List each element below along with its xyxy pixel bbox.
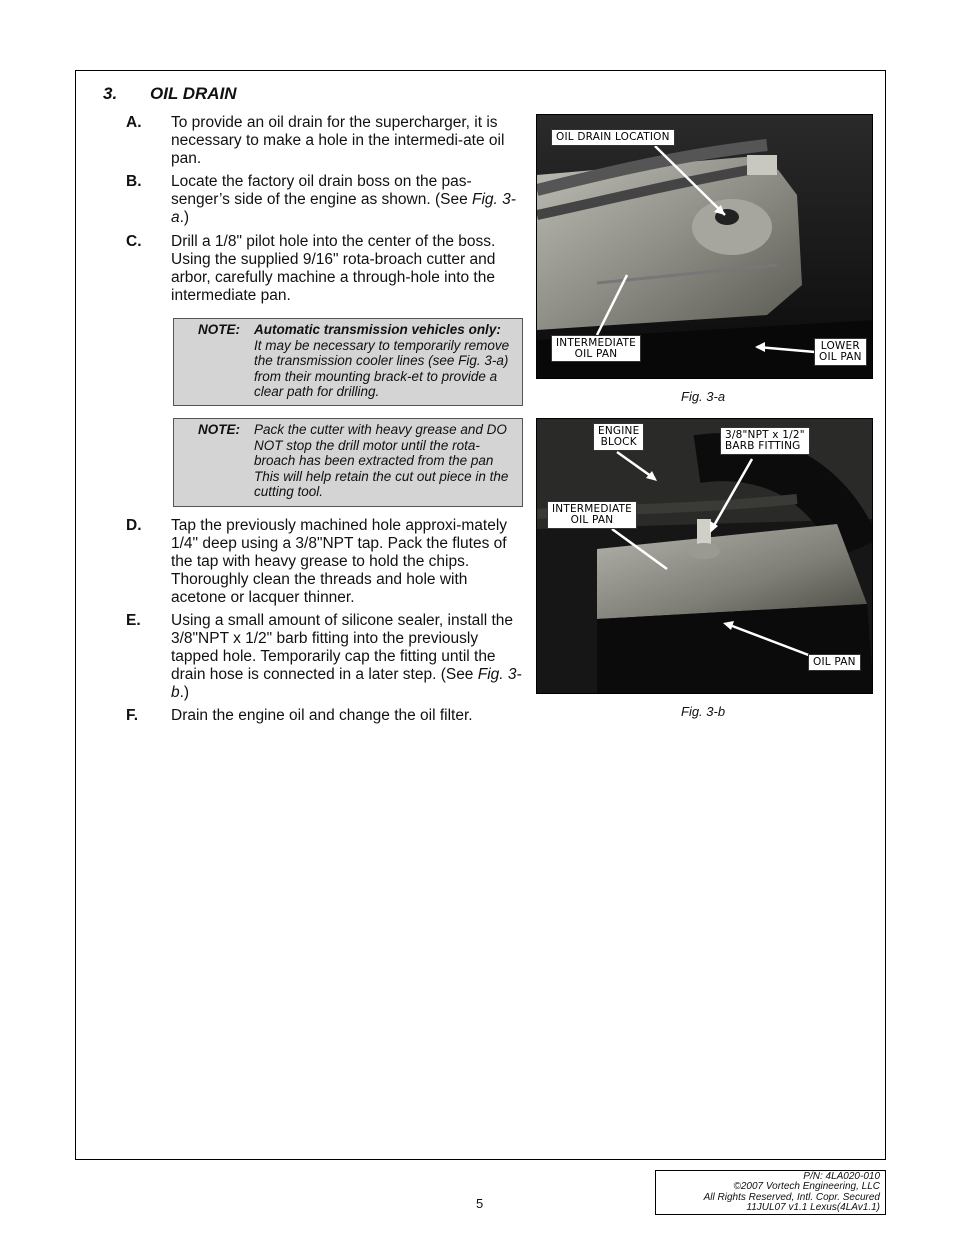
note-text: Pack the cutter with heavy grease and DO NOT stop the drill motor until the rota-broach has been extracted from the pan This will help retain the cut out piece in the cutting tool. [254,422,509,500]
step-b [126,173,526,227]
note-box-transmission [173,318,523,406]
step-c [126,233,526,305]
step-text: Tap the previously machined hole approxi-mately 1/4" deep using a 3/8"NPT tap. Pack the flutes of the tap with heavy grease to hold the chips. Thoroughly clean the threads and hole with acetone or lacquer thinner. [171,517,508,606]
rights-line: All Rights Reserved, Intl. Copr. Secured [703,1191,880,1203]
label-engine-block: ENGINE BLOCK [593,423,644,451]
step-text [171,612,526,702]
step-text: Drill a 1/8" pilot hole into the center of the boss. Using the supplied 9/16" rota-broach cutter and arbor, carefully machine a through-hole into the intermediate pan. [171,233,496,304]
note-heading: Automatic transmission vehicles only: [254,322,501,337]
step-text: To provide an oil drain for the supercharger, it is necessary to make a hole in the intermedi-ate oil pan. [171,114,505,167]
step-text: Drain the engine oil and change the oil filter. [171,707,473,724]
note-label: NOTE: [198,422,240,437]
note-text: It may be necessary to temporarily remove the transmission cooler lines (see Fig. 3-a) from their mounting brack-et to provide a clear path for drilling. [254,337,510,400]
step-letter: F. [126,707,139,724]
step-text-part: Locate the factory oil drain boss on the pas-senger’s side of the engine as shown. (See [171,173,473,208]
label-oil-drain-location: OIL DRAIN LOCATION [551,129,675,146]
step-text-part: .) [179,684,190,701]
step-f [126,707,526,725]
label-lower-oil-pan: LOWER OIL PAN [814,338,867,366]
step-letter: A. [126,114,142,131]
step-letter: E. [126,612,141,629]
figure-3a-photo [536,114,873,379]
label-intermediate-oil-pan: INTERMEDIATE OIL PAN [551,335,641,362]
copyright-line: ©2007 Vortech Engineering, LLC [733,1181,880,1193]
figure-caption-3a: Fig. 3-a [681,389,726,404]
step-text [171,173,526,227]
page-number: 5 [476,1196,484,1211]
part-number: P/N: 4LA020-010 [803,1171,880,1182]
step-a [126,114,526,168]
figure-caption-3b: Fig. 3-b [681,704,726,719]
step-text-part: .) [179,209,190,226]
step-letter: D. [126,517,142,534]
figure-reference: Fig. 3-b [171,666,522,701]
note-body [254,422,516,500]
section-heading [103,84,237,104]
step-letter: C. [126,233,142,250]
note-body [254,322,516,400]
note-box-grease [173,418,523,507]
engine-photo-illustration [537,419,873,694]
step-d [126,517,526,607]
step-text-part: Using a small amount of silicone sealer, install the 3/8"NPT x 1/2" barb fitting into the previously tapped hole. Temporarily cap the fitting until the drain hose is connected in a later step. (See [171,612,514,683]
footer-info-box [655,1170,886,1215]
version-line: 11JUL07 v1.1 Lexus(4LAv1.1) [746,1201,880,1213]
figure-3b-photo [536,418,873,694]
label-oil-pan: OIL PAN [808,654,861,671]
label-barb-fitting: 3/8"NPT x 1/2" BARB FITTING [720,427,810,455]
section-title: OIL DRAIN [150,84,237,103]
figure-reference: Fig. 3-a [171,191,516,226]
step-e [126,612,526,702]
step-letter: B. [126,173,142,190]
label-intermediate-oil-pan: INTERMEDIATE OIL PAN [547,501,637,529]
note-label: NOTE: [198,322,240,337]
section-number: 3. [103,84,118,103]
